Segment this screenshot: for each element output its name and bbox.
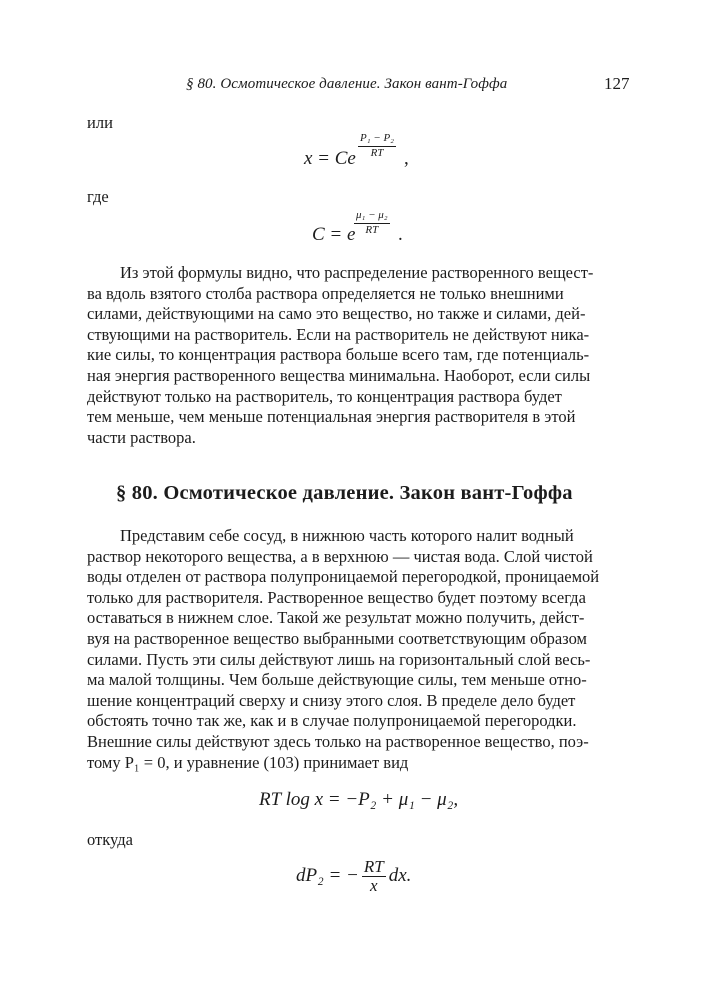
paragraph-1-line: части раствора. xyxy=(87,427,196,447)
paragraph-2-line: вуя на растворенное вещество выбранными соответствующим образом xyxy=(87,628,587,648)
paragraph-1-line: Из этой формулы видно, что распределение растворенного вещест- xyxy=(120,263,594,282)
paragraph-2-line: Внешние силы действуют здесь только на растворенное вещество, поэ- xyxy=(87,731,589,751)
where-word: где xyxy=(87,187,109,206)
formula-dp-frac-den: x xyxy=(370,876,378,895)
formula-log: RT log x = −P₂ + μ₁ − μ₂, xyxy=(259,789,459,810)
paragraph-1-line: силами, действующими на само это вещество, но также и силами, дей- xyxy=(87,304,586,324)
formula-c-trail: . xyxy=(398,224,403,245)
paragraph-2 xyxy=(87,526,629,773)
formula-x-trail: , xyxy=(404,148,409,169)
formula-c-lhs: C = e xyxy=(312,224,356,245)
formula-x-exp-num: P₁ − P₂ xyxy=(358,132,396,147)
formula-x-lhs: x = Ce xyxy=(304,148,356,169)
formula-dp-lhs: dP₂ = − xyxy=(296,864,359,886)
paragraph-2-line: обстоять точно так же, как и в случае полупроницаемой перегородки. xyxy=(87,711,577,731)
paragraph-2-line: только для растворителя. Растворенное вещество будет поэтому всегда xyxy=(87,587,586,607)
formula-c-exp-den: RT xyxy=(365,224,379,236)
running-title: § 80. Осмотическое давление. Закон вант-Гоффа xyxy=(186,76,508,92)
paragraph-2-line: тому P₁ = 0, и уравнение (103) принимает вид xyxy=(87,752,409,772)
paragraph-1-line: ная энергия растворенного вещества минимальна. Наоборот, если силы xyxy=(87,365,591,385)
paragraph-1-line: действуют только на растворитель, то концентрация раствора будет xyxy=(87,386,562,406)
whence-word: откуда xyxy=(87,830,133,849)
paragraph-2-line: Представим себе сосуд, в нижнюю часть которого налит водный xyxy=(120,526,574,545)
formula-x-exponent xyxy=(358,132,396,160)
paragraph-2-line: раствор некоторого вещества, а в верхнюю — чистая вода. Слой чистой xyxy=(87,546,593,566)
paragraph-1 xyxy=(87,263,629,448)
paragraph-2-line: ма малой толщины. Чем больше действующие силы, тем меньше отно- xyxy=(87,670,587,690)
paragraph-1-line: ва вдоль взятого столба раствора определяется не только внешними xyxy=(87,283,564,303)
formula-dp xyxy=(296,858,411,895)
or-word: или xyxy=(87,113,113,132)
formula-x xyxy=(304,148,356,170)
paragraph-2-line: шение концентраций сверху и снизу этого слоя. В пределе дело будет xyxy=(87,690,576,710)
paragraph-1-line: ствующими на растворитель. Если на растворитель не действуют ника- xyxy=(87,324,590,344)
page-number: 127 xyxy=(604,74,630,93)
formula-dp-fraction xyxy=(362,858,386,895)
formula-c-exponent xyxy=(354,209,390,237)
paragraph-2-line: воды отделен от раствора полупроницаемой перегородкой, проницаемой xyxy=(87,567,600,587)
formula-dp-rhs: dx. xyxy=(388,864,412,886)
formula-dp-frac-num: RT xyxy=(363,857,384,876)
formula-c xyxy=(312,224,355,246)
paragraph-2-line: оставаться в нижнем слое. Такой же результат можно получить, дейст- xyxy=(87,608,585,628)
paragraph-2-line: силами. Пусть эти силы действуют лишь на горизонтальный слой весь- xyxy=(87,649,591,669)
formula-x-exp-den: RT xyxy=(370,147,384,159)
formula-c-exp-num: μ₁ − μ₂ xyxy=(354,209,390,224)
paragraph-1-line: тем меньше, чем меньше потенциальная энергия растворителя в этой xyxy=(87,407,576,427)
section-heading: § 80. Осмотическое давление. Закон вант-Гоффа xyxy=(116,482,573,504)
paragraph-1-line: кие силы, то концентрация раствора больше всего там, где потенциаль- xyxy=(87,345,590,365)
